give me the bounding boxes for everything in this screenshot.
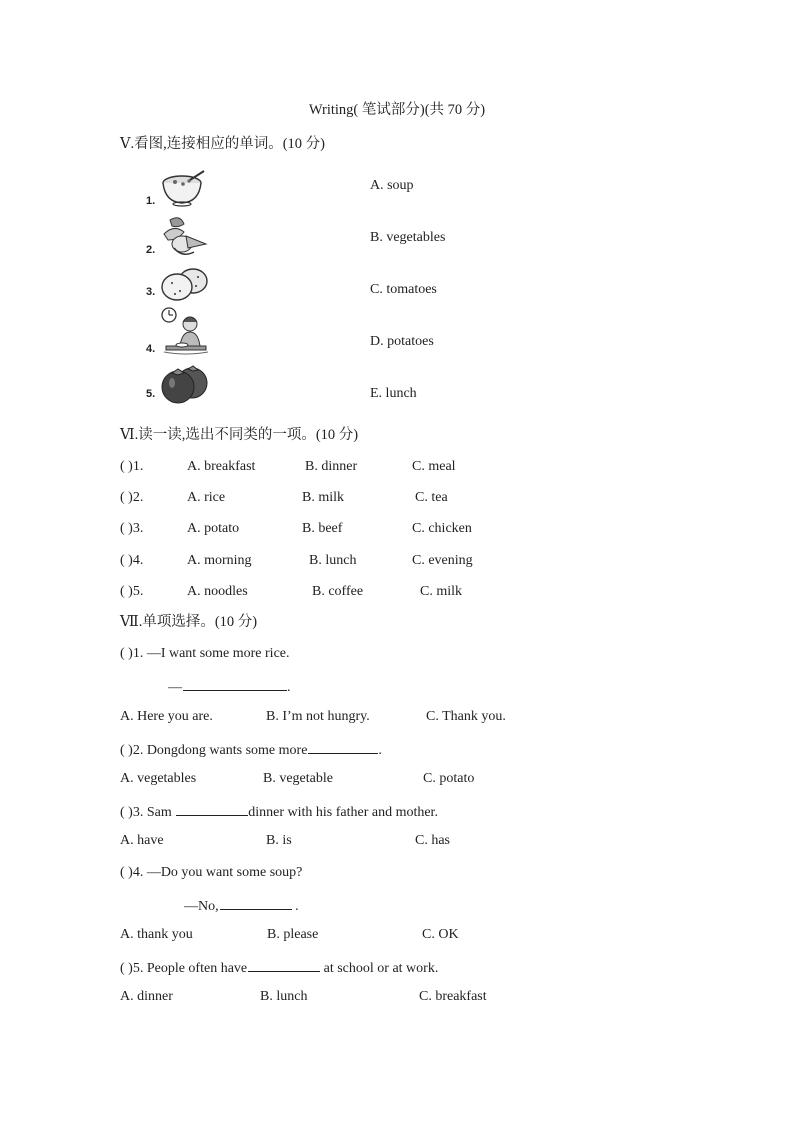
q7-3-option-c: C. has	[415, 833, 450, 848]
q6-5-option-a: A. noodles	[187, 584, 248, 599]
q7-3-blank[interactable]	[176, 803, 248, 816]
q6-2-option-b: B. milk	[302, 490, 345, 505]
q7-1-reply: — .	[168, 680, 291, 695]
q7-3-stem: ( )3. Sam dinner with his father and mother.	[120, 805, 438, 820]
q7-2-option-a: A. vegetables	[120, 771, 197, 786]
page-title: Writing( 笔试部分)(共 70 分)	[308, 102, 486, 118]
section-6-heading: Ⅵ.读一读,选出不同类的一项。(10 分)	[120, 427, 359, 443]
q6-1-option-a: A. breakfast	[187, 459, 256, 474]
potatoes-icon	[160, 265, 210, 303]
q6-1-option-b: B. dinner	[305, 459, 358, 474]
option-e-lunch: E. lunch	[370, 386, 417, 401]
vegetables-icon	[160, 214, 208, 258]
q7-5-option-a: A. dinner	[120, 989, 173, 1004]
option-d-potatoes: D. potatoes	[370, 334, 434, 349]
q7-4-blank[interactable]	[220, 897, 292, 910]
q6-3-option-b: B. beef	[302, 521, 343, 536]
section-5-heading: Ⅴ.看图,连接相应的单词。(10 分)	[120, 136, 326, 152]
q6-5-option-c: C. milk	[420, 584, 463, 599]
q7-3-option-b: B. is	[266, 833, 292, 848]
picture-number-3: 3.	[146, 286, 156, 298]
q6-2-number: ( )2.	[120, 490, 144, 505]
q7-2-option-b: B. vegetable	[263, 771, 333, 786]
q6-1-option-c: C. meal	[412, 459, 456, 474]
picture-number-1: 1.	[146, 195, 156, 207]
tomatoes-icon	[160, 363, 210, 405]
section-7-heading: Ⅶ.单项选择。(10 分)	[120, 614, 258, 630]
q6-4-option-b: B. lunch	[309, 553, 357, 568]
q6-4-number: ( )4.	[120, 553, 144, 568]
q7-4-option-c: C. OK	[422, 927, 459, 942]
picture-number-2: 2.	[146, 244, 156, 256]
option-c-tomatoes: C. tomatoes	[370, 282, 437, 297]
q7-5-stem: ( )5. People often have at school or at work.	[120, 961, 439, 976]
option-b-vegetables: B. vegetables	[370, 230, 446, 245]
option-a-soup: A. soup	[370, 178, 414, 193]
q7-4-stem: ( )4. —Do you want some soup?	[120, 865, 303, 880]
q7-4-reply: —No, .	[184, 899, 299, 914]
q6-5-option-b: B. coffee	[312, 584, 364, 599]
picture-number-4: 4.	[146, 343, 156, 355]
q6-4-option-c: C. evening	[412, 553, 473, 568]
soup-bowl-icon	[160, 168, 208, 208]
q7-2-stem: ( )2. Dongdong wants some more .	[120, 743, 382, 758]
picture-number-5: 5.	[146, 388, 156, 400]
q6-5-number: ( )5.	[120, 584, 144, 599]
q6-2-option-a: A. rice	[187, 490, 226, 505]
q7-2-option-c: C. potato	[423, 771, 475, 786]
q6-2-option-c: C. tea	[415, 490, 448, 505]
q6-3-number: ( )3.	[120, 521, 144, 536]
q7-5-blank[interactable]	[248, 959, 320, 972]
q7-1-option-b: B. I’m not hungry.	[266, 709, 370, 724]
q7-3-option-a: A. have	[120, 833, 164, 848]
q7-5-option-b: B. lunch	[260, 989, 308, 1004]
q7-1-option-c: C. Thank you.	[426, 709, 506, 724]
q7-1-stem: ( )1. —I want some more rice.	[120, 646, 290, 661]
lunch-eating-icon	[160, 306, 210, 356]
q6-3-option-a: A. potato	[187, 521, 240, 536]
q6-4-option-a: A. morning	[187, 553, 252, 568]
q7-1-option-a: A. Here you are.	[120, 709, 213, 724]
q6-1-number: ( )1.	[120, 459, 144, 474]
q7-5-option-c: C. breakfast	[419, 989, 487, 1004]
q7-4-option-b: B. please	[267, 927, 319, 942]
q7-4-option-a: A. thank you	[120, 927, 193, 942]
q6-3-option-c: C. chicken	[412, 521, 472, 536]
q7-2-blank[interactable]	[308, 741, 378, 754]
q7-1-blank[interactable]	[183, 678, 287, 691]
